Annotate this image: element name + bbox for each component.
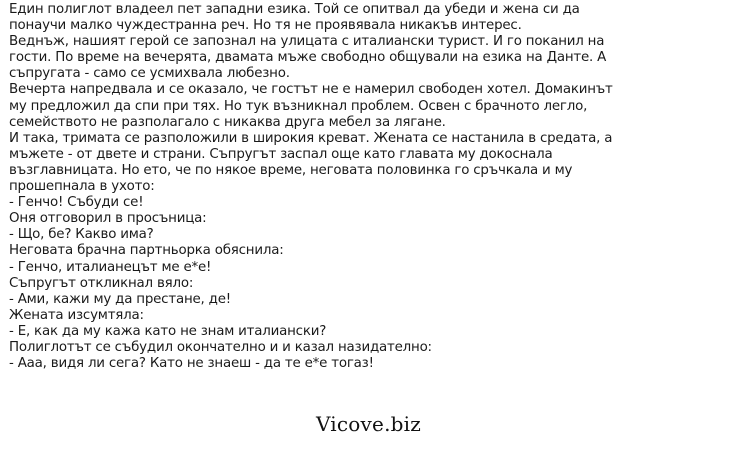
dialogue-line: - Е, как да му кажа като не знам италиански? — [9, 323, 327, 339]
text-line: му предложил да спи при тях. Но тук възникнал проблем. Освен с брачното легло, — [9, 98, 588, 114]
text-line: Съпругът откликнал вяло: — [9, 275, 194, 291]
text-line: Веднъж, нашият герой се запознал на улицата с италиански турист. И го поканил на — [9, 34, 605, 50]
text-line: Един полиглот владеел пет западни езика. Той се опитвал да убеди и жена си да — [9, 2, 580, 17]
dialogue-line: - Що, бе? Какво има? — [9, 227, 154, 243]
joke-text — [9, 2, 729, 372]
dialogue-line: - Генчо! Събуди се! — [9, 195, 144, 211]
text-line: възглавницата. Но ето, че по някое време, неговата половинка го сръчкала и му — [9, 162, 573, 178]
dialogue-line: - Ааа, видя ли сега? Като не знаеш - да те е*е тогаз! — [9, 356, 374, 372]
text-line: Вечерта напредвала и се оказало, че гостът не е намерил свободен хотел. Домакинът — [9, 82, 613, 98]
text-line: гости. По време на вечерята, двамата мъже свободно общували на езика на Данте. А — [9, 50, 607, 66]
text-line: Неговата брачна партньорка обяснила: — [9, 243, 284, 259]
text-line: прошепнала в ухото: — [9, 179, 155, 195]
site-watermark: Vicove.biz — [316, 412, 421, 436]
text-line: Оня отговорил в просъница: — [9, 211, 207, 227]
text-line: семейството не разполагало с никаква друга мебел за лягане. — [9, 114, 446, 130]
dialogue-line: - Ами, кажи му да престане, де! — [9, 291, 231, 307]
text-line: мъжете - от двете и страни. Съпругът заспал още като главата му докоснала — [9, 146, 553, 162]
text-line: понаучи малко чуждестранна реч. Но тя не проявявала никакъв интерес. — [9, 18, 522, 34]
text-line: И така, тримата се разположили в широкия креват. Жената се настанила в средата, а — [9, 130, 613, 146]
dialogue-line: - Генчо, италианецът ме е*е! — [9, 259, 212, 275]
text-line: съпругата - само се усмихвала любезно. — [9, 66, 290, 82]
text-line: Полиглотът се събудил окончателно и и казал назидателно: — [9, 339, 432, 355]
text-line: Жената изсумтяла: — [9, 307, 144, 323]
